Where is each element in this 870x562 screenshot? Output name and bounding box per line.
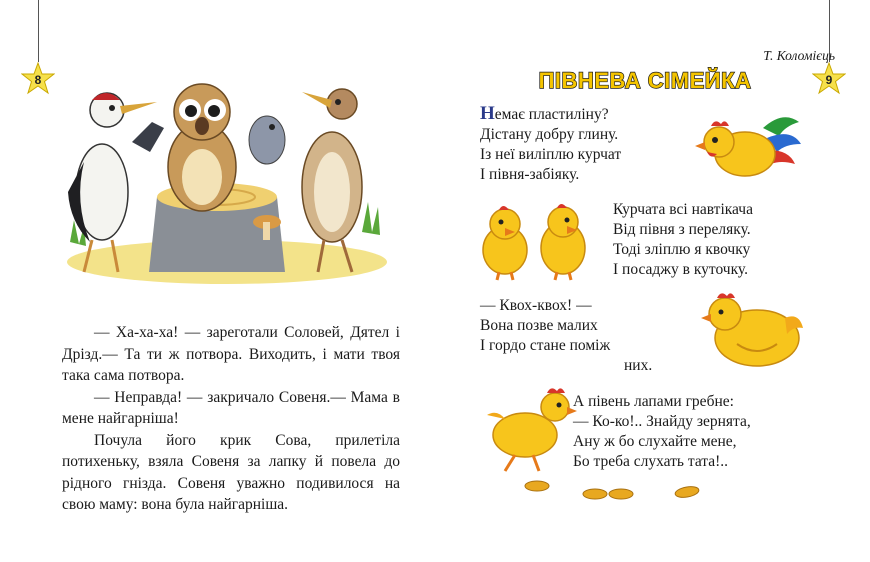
poem-line: Курчата всі навтікача <box>613 201 753 218</box>
right-page <box>435 0 870 562</box>
poem-line: Немає пластиліну? <box>480 103 609 124</box>
poem-line: Із неї виліплю курчат <box>480 146 622 163</box>
poem-stanza-2 <box>613 200 753 280</box>
poem-line: Тоді зліплю я квочку <box>613 241 751 258</box>
poem-line: — Квох-квох! — <box>480 297 592 314</box>
grains-illustration <box>523 474 723 506</box>
poem-title: ПІВНЕВА СІМЕЙКА <box>538 68 752 93</box>
poem-stanza-1 <box>480 104 621 185</box>
drop-cap: Н <box>480 103 495 124</box>
poem-line: Від півня з переляку. <box>613 221 751 238</box>
story-text <box>62 322 400 516</box>
story-paragraph: — Ха-ха-ха! — зареготали Соловей, Дятел і Дрізд.— Та ти ж потвора. Виходить, і мати твоя така сама потвора. <box>62 324 400 384</box>
poem-line: Вона позве малих <box>480 317 598 334</box>
running-chick-illustration <box>479 385 583 477</box>
poem-line: Дістану добру глину. <box>480 126 619 143</box>
page-number: 9 <box>825 73 833 87</box>
poem-line: Ану ж бо слухайте мене, <box>573 433 737 450</box>
rooster-illustration <box>693 108 805 188</box>
page-number: 8 <box>34 73 42 87</box>
birds-illustration <box>62 82 392 287</box>
chicks-illustration <box>475 200 593 282</box>
poem-stanza-3 <box>480 296 652 376</box>
poem-line: І посаджу в куточку. <box>613 261 748 278</box>
poem-line: — Ко-ко!.. Знайду зернята, <box>573 413 751 430</box>
poem-line: А півень лапами гребне: <box>573 393 734 410</box>
poem-line: Бо треба слухать тата!.. <box>573 453 729 470</box>
story-paragraph: Почула його крик Сова, прилетіла потихеньку, взяла Совеня за лапку й повела до рідного гнізда. Совеня уважно подивилося на свою маму: вона була найгарніша. <box>62 431 400 513</box>
poem-line: них. <box>624 357 653 374</box>
hanging-string <box>38 0 39 62</box>
story-paragraph: — Неправда! — закричало Совеня.— Мама в мене найгарніша! <box>62 388 400 427</box>
poem-line: І півня-забіяку. <box>480 166 580 183</box>
poem-author: Т. Коломієць <box>763 48 835 63</box>
hen-illustration <box>697 288 807 370</box>
poem-stanza-4 <box>573 392 751 472</box>
poem-line: І гордо стане поміж <box>480 337 611 354</box>
